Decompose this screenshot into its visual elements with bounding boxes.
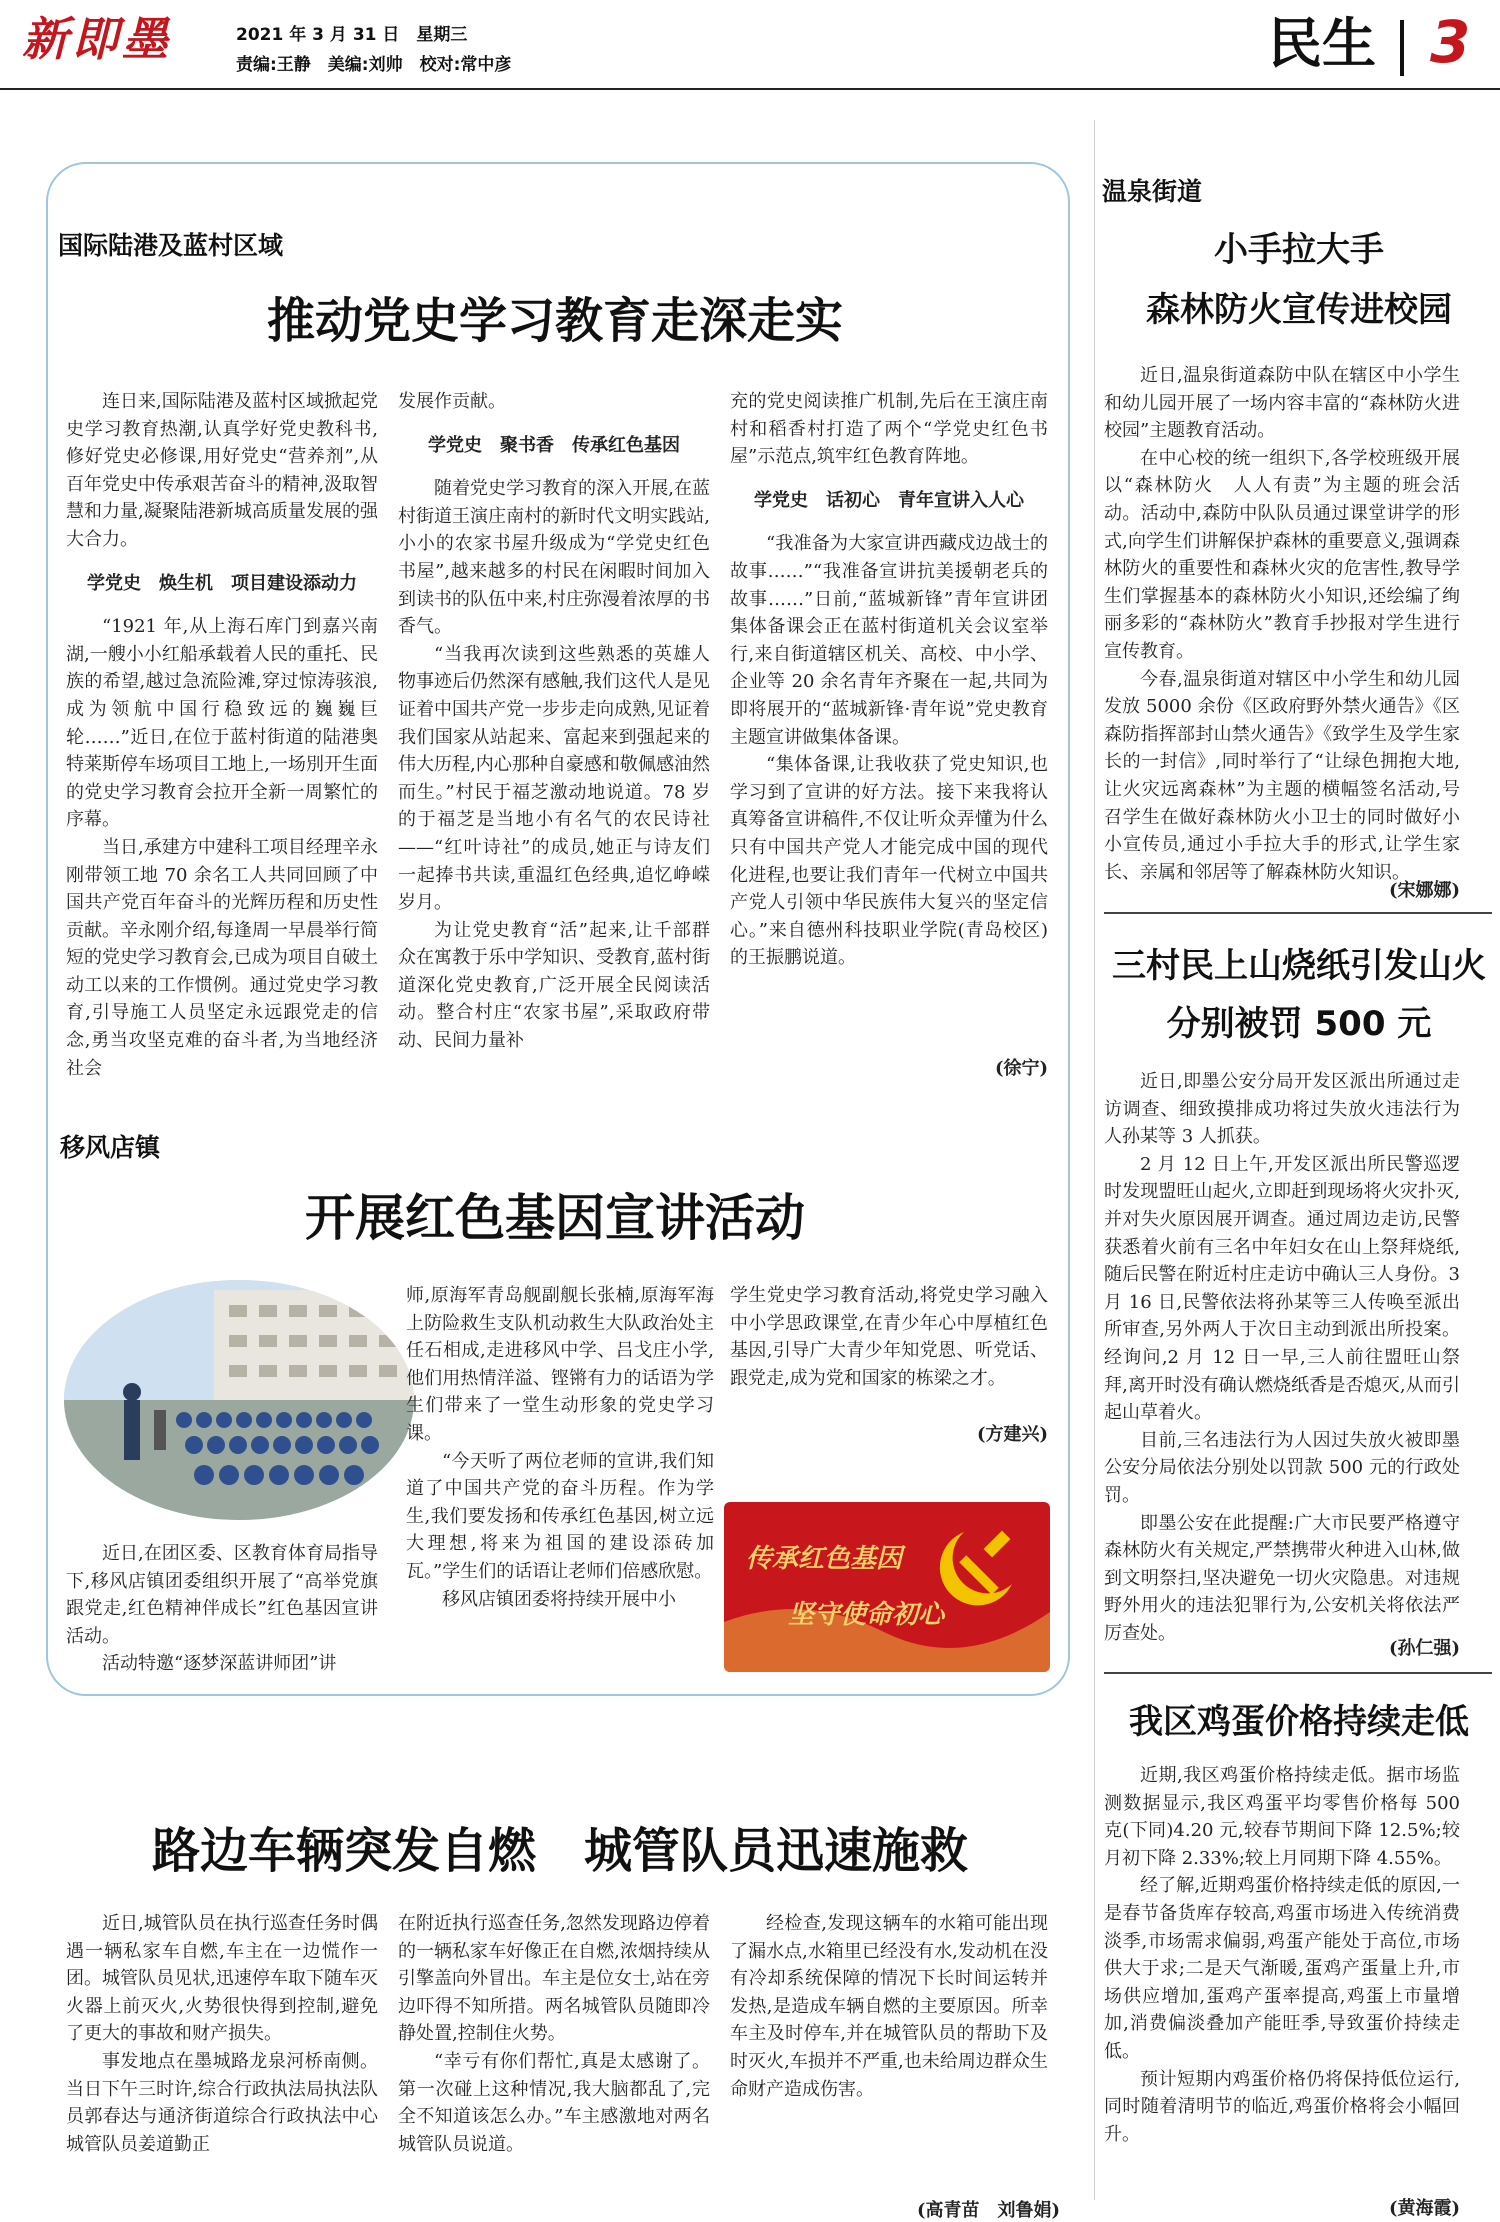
- paragraph: “我准备为大家宣讲西藏戍边战士的故事……”“我准备宣讲抗美援朝老兵的故事……”日前,“蓝城新锋”青年宣讲团集体备课会正在蓝村街道机关会议室举行,来自街道辖区机关、高校、中小学、企业等 20 余名青年齐聚在一起,共同为即将展开的“蓝城新锋·青年说”党史教育主题宣讲做集体备课。: [730, 533, 1048, 748]
- paragraph: 即墨公安在此提醒:广大市民要严格遵守森林防火有关规定,严禁携带火种进入山林,做到文明祭扫,坚决避免一切火灾隐患。对违规野外用火的违法犯罪行为,公安机关将依法严厉查处。: [1104, 1512, 1460, 1644]
- paragraph: 移风店镇团委将持续开展中小: [442, 1588, 676, 1610]
- paragraph: 经了解,近期鸡蛋价格持续走低的原因,一是春节备货库存较高,鸡蛋市场进入传统消费淡季,市场需求偏弱,鸡蛋产能处于高位,市场供大于求;二是天气渐暖,蛋鸡产蛋量上升,市场供应增加,蛋鸡产蛋率提高,鸡蛋上市量增加,消费偏淡叠加产能旺季,导致蛋价持续走低。: [1104, 1875, 1460, 2062]
- article1-headline: 推动党史学习教育走深走实: [266, 293, 843, 349]
- article1-byline: (徐宁): [994, 1058, 1048, 1079]
- paragraph: 师,原海军青岛舰副舰长张楠,原海军海上防险救生支队机动救生大队政治处主任石相成,走进移风中学、吕戈庄小学,他们用热情洋溢、铿锵有力的话语为学生们带来了一堂生动形象的党史学习课。: [406, 1285, 714, 1444]
- photo-illustration: [64, 1280, 414, 1520]
- page-number: 3: [1430, 8, 1471, 76]
- sidebar1-headline-line1: 小手拉大手: [1214, 230, 1384, 270]
- paragraph: 连日来,国际陆港及蓝村区域掀起党史学习教育热潮,认真学好党史教科书,修好党史必修课,用好党史“营养剂”,从百年党史中传承艰苦奋斗的精神,汲取智慧和力量,凝聚陆港新城高质量发展的强大合力。: [66, 391, 378, 550]
- newspaper-logo: 新即墨: [22, 12, 172, 66]
- article1-col2: [398, 388, 710, 1055]
- paragraph: 近日,即墨公安分局开发区派出所通过走访调查、细致摸排成功将过失放火违法行为人孙某等 3 人抓获。: [1104, 1071, 1460, 1148]
- sidebar3-headline: 我区鸡蛋价格持续走低: [1129, 1702, 1469, 1742]
- sidebar1-headline-line2: 森林防火宣传进校园: [1146, 290, 1452, 330]
- article3-byline: (高青苗 刘鲁娟): [916, 2200, 1060, 2221]
- paragraph: 为让党史教育“活”起来,让千部群众在寓教于乐中学知识、受教育,蓝村街道深化党史教育,广泛开展全民阅读活动。整合村庄“农家书屋”,采取政府带动、民间力量补: [398, 919, 710, 1052]
- paragraph: 近日,温泉街道森防中队在辖区中小学生和幼儿园开展了一场内容丰富的“森林防火进校园”主题教育活动。: [1104, 365, 1460, 442]
- paragraph: 2 月 12 日上午,开发区派出所民警巡逻时发现盟旺山起火,立即赶到现场将火灾扑灭,并对失火原因展开调查。通过周边走访,民警获悉着火前有三名中年妇女在山上祭拜烧纸,随后民警在附近村庄走访中确认三人身份。3 月 16 日,民警依法将孙某等三人传唤至派出所审查,另外两人于次日主动到派出所投案。经询问,2 月 12 日一早,三人前往盟旺山祭拜,离开时没有确认燃烧纸香是否熄灭,从而引起山草着火。: [1104, 1153, 1460, 1424]
- article2-headline: 开展红色基因宣讲活动: [305, 1189, 805, 1247]
- sidebar1-body: [1104, 362, 1460, 886]
- sidebar3-byline: (黄海霞): [1388, 2198, 1460, 2219]
- paragraph: 今春,温泉街道对辖区中小学生和幼儿园发放 5000 余份《区政府野外禁火通告》《区森防指挥部封山禁火通告》《致学生及学生家长的一封信》,同时举行了“让绿色拥抱大地,让火灾远离森林”为主题的横幅签名活动,号召学生在做好森林防火小卫士的同时做好小小宣传员,通过小手拉大手的形式,让学生家长、亲属和邻居等了解森林防火知识。: [1104, 668, 1460, 883]
- header-rule: [0, 88, 1500, 90]
- article2-col2: [406, 1282, 714, 1613]
- paragraph: 近期,我区鸡蛋价格持续走低。据市场监测数据显示,我区鸡蛋平均零售价格每 500 克(下同)4.20 元,较春节期间下降 12.5%;较月初下降 2.33%;较上月同期下降 4.55%。: [1104, 1765, 1460, 1869]
- sidebar2-headline-line2: 分别被罚 500 元: [1166, 1004, 1432, 1044]
- sidebar1-kicker: 温泉街道: [1102, 177, 1203, 206]
- subheading: 学党史 话初心 青年宣讲入人心: [754, 489, 1024, 511]
- paragraph: “幸亏有你们帮忙,真是太感谢了。第一次碰上这种情况,我大脑都乱了,完全不知道该怎么办。”车主感激地对两名城管队员说道。: [398, 2050, 710, 2155]
- column-divider: [1094, 120, 1095, 2200]
- sidebar1-byline: (宋娜娜): [1388, 880, 1460, 901]
- editors-credit: 责编:王静 美编:刘帅 校对:常中彦: [236, 55, 512, 75]
- paragraph: 事发地点在墨城路龙泉河桥南侧。当日下午三时许,综合行政执法局执法队员郭春达与通济街道综合行政执法中心城管队员姜道勤正: [66, 2050, 378, 2155]
- hammer-sickle-icon: [940, 1531, 1012, 1606]
- article2-byline: (方建兴): [976, 1424, 1048, 1445]
- article3-headline: 路边车辆突发自燃 城管队员迅速施救: [151, 1823, 968, 1879]
- article1-kicker: 国际陆港及蓝村区域: [58, 231, 284, 260]
- paragraph: 在中心校的统一组织下,各学校班级开展以“森林防火 人人有责”为主题的班会活动。活动中,森防中队队员通过课堂讲学的形式,向学生们讲解保护森林的重要意义,强调森林防火的重要性和森林火灾的危害性,教导学生们掌握基本的森林防火小知识,还绘编了绚丽多彩的“森林防火”教育手抄报对学生进行宣传教育。: [1104, 447, 1460, 662]
- subheading: 学党史 焕生机 项目建设添动力: [87, 572, 357, 594]
- article1-col1: [66, 388, 378, 1082]
- paragraph: 近日,在团区委、区教育体育局指导下,移风店镇团委组织开展了“高举党旗跟党走,红色精神伴成长”红色基因宣讲活动。: [66, 1543, 378, 1647]
- banner-line1: 传承红色基因: [746, 1544, 903, 1574]
- paragraph: 目前,三名违法行为人因过失放火被即墨公安分局依法分别处以罚款 500 元的行政处罚。: [1104, 1429, 1460, 1506]
- article3-col2: [398, 1910, 710, 2158]
- sidebar-divider-1: [1104, 912, 1492, 914]
- banner-line2: 坚守使命初心: [788, 1600, 945, 1630]
- paragraph: “当我再次读到这些熟悉的英雄人物事迹后仍然深有感触,我们这代人是见证着中国共产党一步步走向成熟,见证着我们国家从站起来、富起来到强起来的伟大历程,内心那种自豪感和敬佩感油然而生。”村民于福芝激动地说道。78 岁的于福芝是当地小有名气的农民诗社——“红叶诗社”的成员,她正与诗友们一起捧书共读,重温红色经典,追忆峥嵘岁月。: [398, 643, 710, 914]
- paragraph: “1921 年,从上海石库门到嘉兴南湖,一艘小小红船承载着人民的重托、民族的希望,越过急流险滩,穿过惊涛骇浪,成为领航中国行稳致远的巍巍巨轮……”近日,在位于蓝村街道的陆港奥特莱斯停车场项目工地上,一场別开生面的党史学习教育会拉开全新一周繁忙的序幕。: [66, 616, 378, 831]
- article3-col1: [66, 1910, 378, 2158]
- paragraph: 近日,城管队员在执行巡查任务时偶遇一辆私家车自燃,车主在一边慌作一团。城管队员见状,迅速停车取下随车灭火器上前灭火,火势很快得到控制,避免了更大的事故和财产损失。: [66, 1913, 378, 2045]
- sidebar3-body: [1104, 1762, 1460, 2148]
- paragraph: 学生党史学习教育活动,将党史学习融入中小学思政课堂,在青少年心中厚植红色基因,引导广大青少年知党恩、听党话、跟党走,成为党和国家的栋梁之才。: [730, 1285, 1048, 1389]
- article2-col3: [730, 1282, 1048, 1392]
- article1-col3: [730, 388, 1048, 972]
- banner-art: [724, 1502, 1050, 1672]
- paragraph: 发展作贡献。: [398, 391, 506, 412]
- paragraph: 随着党史学习教育的深入开展,在蓝村街道王演庄南村的新时代文明实践站,小小的农家书屋升级成为“学党史红色书屋”,越来越多的村民在闲暇时间加入到读书的队伍中来,村庄弥漫着浓厚的书香气。: [398, 478, 710, 638]
- article2-kicker: 移风店镇: [60, 1133, 161, 1162]
- paragraph: 充的党史阅读推广机制,先后在王演庄南村和稻香村打造了两个“学党史红色书屋”示范点,筑牢红色教育阵地。: [730, 391, 1048, 468]
- subheading: 学党史 聚书香 传承红色基因: [428, 434, 680, 456]
- sidebar2-headline-line1: 三村民上山烧纸引发山火: [1112, 946, 1486, 986]
- paragraph: “今天听了两位老师的宣讲,我们知道了中国共产党的奋斗历程。作为学生,我们要发扬和传承红色基因,树立远大理想,将来为祖国的建设添砖加瓦。”学生们的话语让老师们倍感欣慰。: [406, 1450, 714, 1582]
- article3-col3: [730, 1910, 1048, 2103]
- issue-date: 2021 年 3 月 31 日 星期三: [236, 25, 468, 45]
- sidebar-divider-2: [1104, 1672, 1492, 1674]
- sidebar2-body: [1104, 1068, 1460, 1647]
- paragraph: 预计短期内鸡蛋价格仍将保持低位运行,同时随着清明节的临近,鸡蛋价格将会小幅回升。: [1104, 2068, 1460, 2145]
- paragraph: 当日,承建方中建科工项目经理辛永刚带领工地 70 余名工人共同回顾了中国共产党百年奋斗的光辉历程和历史性贡献。辛永刚介绍,每逢周一早晨举行简短的党史学习教育会,已成为项目自破土动工以来的工作惯例。通过党史学习教育,引导施工人员坚定永远跟党走的信念,勇当攻坚克难的奋斗者,为当地经济社会: [66, 836, 378, 1079]
- sidebar2-byline: (孙仁强): [1388, 1638, 1460, 1659]
- paragraph: 在附近执行巡查任务,忽然发现路边停着的一辆私家车好像正在自燃,浓烟持续从引擎盖向外冒出。车主是位女士,站在旁边吓得不知所措。两名城管队员随即冷静处置,控制住火势。: [398, 1913, 710, 2045]
- header-separator: [1400, 20, 1404, 76]
- section-title: 民生: [1268, 12, 1376, 75]
- students-lecture-photo: [64, 1280, 414, 1520]
- paragraph: “集体备课,让我收获了党史知识,也学习到了宣讲的好方法。接下来我将认真筹备宣讲稿件,不仅让听众弄懂为什么只有中国共产党人才能完成中国的现代化进程,也要让我们青年一代树立中国共产党人引领中华民族伟大复兴的坚定信心。”来自德州科技职业学院(青岛校区)的王振鹏说道。: [730, 754, 1048, 969]
- paragraph: 经检查,发现这辆车的水箱可能出现了漏水点,水箱里已经没有水,发动机在没有冷却系统保障的情况下长时间运转并发热,是造成车辆自燃的主要原因。所幸车主及时停车,并在城管队员的帮助下及时灭火,车损并不严重,也未给周边群众生命财产造成伤害。: [730, 1913, 1048, 2100]
- paragraph: 活动特邀“逐梦深蓝讲师团”讲: [102, 1653, 337, 1675]
- article2-col1: [66, 1540, 378, 1678]
- red-gene-banner: [724, 1502, 1050, 1672]
